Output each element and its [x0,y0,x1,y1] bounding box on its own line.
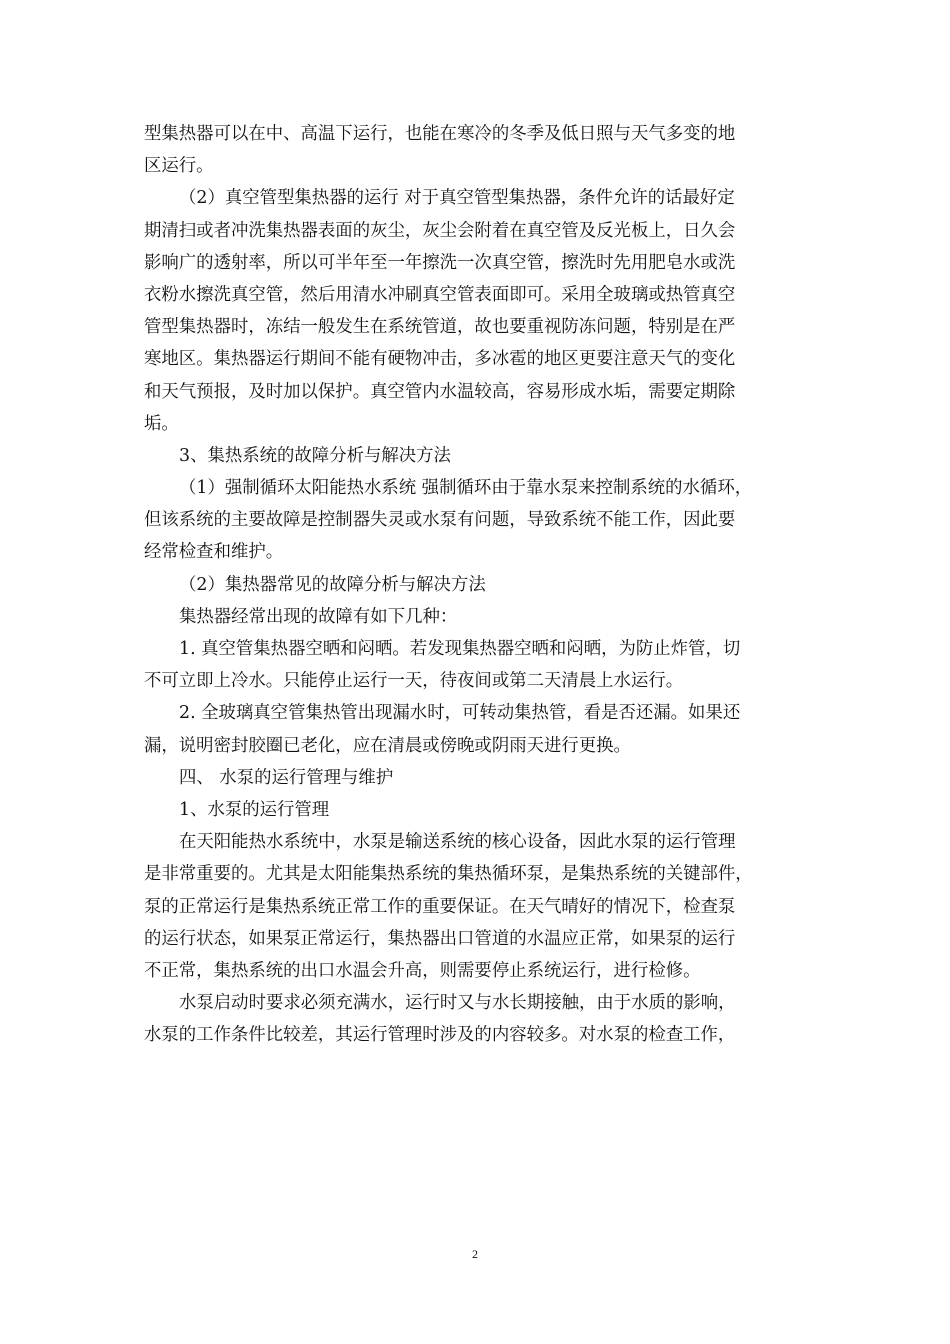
text-line: 型集热器可以在中、高温下运行，也能在寒冷的冬季及低日照与天气多变的地 [144,124,736,144]
text-line: 期清扫或者冲洗集热器表面的灰尘，灰尘会附着在真空管及反光板上，日久会 [144,220,736,241]
text-line: 在天阳能热水系统中，水泵是输送系统的核心设备，因此水泵的运行管理 [179,832,736,853]
text-line: 水泵的工作条件比较差，其运行管理时涉及的内容较多。对水泵的检查工作， [144,1025,736,1046]
text-line: 泵的正常运行是集热系统正常工作的重要保证。在天气晴好的情况下，检查泵 [144,896,736,917]
text-line: 寒地区。集热器运行期间不能有硬物冲击，多冰雹的地区更要注意天气的变化 [144,349,736,370]
text-line: 不可立即上冷水。只能停止运行一天，待夜间或第二天清晨上水运行。 [144,671,684,692]
text-line: 区运行。 [144,156,214,177]
text-line: 3、集热系统的故障分析与解决方法 [179,445,451,466]
text-line: 四、 水泵的运行管理与维护 [179,767,394,788]
text-line: 管型集热器时，冻结一般发生在系统管道，故也要重视防冻问题，特别是在严 [144,317,736,338]
document-body [144,118,812,1051]
text-line: 水泵启动时要求必须充满水，运行时又与水长期接触，由于水质的影响， [179,993,736,1014]
text-line: 是非常重要的。尤其是太阳能集热系统的集热循环泵，是集热系统的关键部件， [144,864,753,885]
text-line: （2）集热器常见的故障分析与解决方法 [179,574,486,595]
text-line: 经常检查和维护。 [144,542,284,563]
text-line: 2. 全玻璃真空管集热管出现漏水时，可转动集热管，看是否还漏。如果还 [179,703,741,724]
text-line: 的运行状态，如果泵正常运行，集热器出口管道的水温应正常，如果泵的运行 [144,928,736,949]
text-line: （2）真空管型集热器的运行 对于真空管型集热器，条件允许的话最好定 [179,188,735,209]
text-line: 和天气预报，及时加以保护。真空管内水温较高，容易形成水垢，需要定期除 [144,381,736,402]
text-line: 不正常，集热系统的出口水温会升高，则需要停止系统运行，进行检修。 [144,960,701,981]
text-line: 漏，说明密封胶圈已老化，应在清晨或傍晚或阴雨天进行更换。 [144,735,631,756]
text-line: 但该系统的主要故障是控制器失灵或水泵有问题，导致系统不能工作，因此要 [144,510,736,531]
text-line: 垢。 [144,413,179,434]
text-line: 1. 真空管集热器空晒和闷晒。若发现集热器空晒和闷晒，为防止炸管，切 [179,639,741,659]
text-line: 1、水泵的运行管理 [179,799,330,820]
text-line: 集热器经常出现的故障有如下几种： [179,606,458,627]
page-number: 2 [472,1247,478,1261]
text-line: （1）强制循环太阳能热水系统 强制循环由于靠水泵来控制系统的水循环， [179,478,753,499]
text-line: 衣粉水擦洗真空管，然后用清水冲刷真空管表面即可。采用全玻璃或热管真空 [144,284,736,305]
text-line: 影响广的透射率，所以可半年至一年擦洗一次真空管，擦洗时先用肥皂水或洗 [144,252,736,273]
